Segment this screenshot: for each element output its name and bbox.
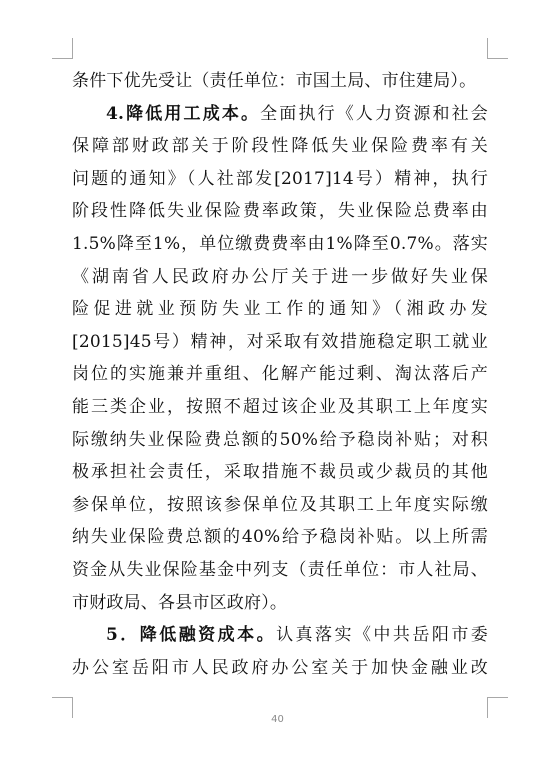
paragraph-4-heading: 4.降低用工成本。	[106, 103, 261, 124]
text-line: 市财政局、各县市区政府）。	[72, 592, 288, 613]
text-line: 办公室岳阳市人民政府办公室关于加快金融业改	[72, 657, 488, 678]
text-line: 阶段性降低失业保险费率政策，失业保险总费率由	[72, 201, 488, 222]
text-line: 际缴纳失业保险费总额的50%给予稳岗补贴；对积	[72, 429, 488, 450]
text-line: 参保单位，按照该参保单位及其职工上年度实际缴	[72, 494, 488, 515]
text-line: 极承担社会责任，采取措施不裁员或少裁员的其他	[72, 462, 488, 483]
text-span: 全面执行《人力资源和社会	[260, 103, 489, 124]
paragraph-4-first-line	[72, 98, 488, 131]
text-line: 问题的通知》（人社部发[2017]14号）精神，执行	[72, 168, 488, 189]
paragraph-5-first-line	[72, 619, 488, 652]
page-number: 40	[271, 714, 284, 725]
text-line: 1.5%降至1%，单位缴费费率由1%降至0.7%。落实	[72, 233, 488, 254]
document-body	[72, 65, 488, 684]
crop-mark-top-right	[487, 38, 508, 59]
text-line: 岗位的实施兼并重组、化解产能过剩、淘汰落后产	[72, 364, 488, 385]
text-line: 保障部财政部关于阶段性降低失业保险费率有关	[72, 136, 488, 157]
text-line: 纳失业保险费总额的40%给予稳岗补贴。以上所需	[72, 527, 488, 548]
crop-mark-top-left	[52, 38, 73, 59]
text-line: 险促进就业预防失业工作的通知》（湘政办发	[72, 299, 488, 320]
text-line: 《湖南省人民政府办公厅关于进一步做好失业保	[72, 266, 488, 287]
text-span: 认真落实《中共岳阳市委	[276, 625, 488, 646]
text-line: 能三类企业，按照不超过该企业及其职工上年度实	[72, 396, 488, 417]
text-line: [2015]45号）精神，对采取有效措施稳定职工就业	[72, 331, 488, 352]
paragraph-5-heading: 5．降低融资成本。	[106, 625, 277, 646]
text-line: 条件下优先受让（责任单位：市国土局、市住建局）。	[72, 71, 477, 91]
text-line: 资金从失业保险基金中列支（责任单位：市人社局、	[72, 559, 488, 580]
